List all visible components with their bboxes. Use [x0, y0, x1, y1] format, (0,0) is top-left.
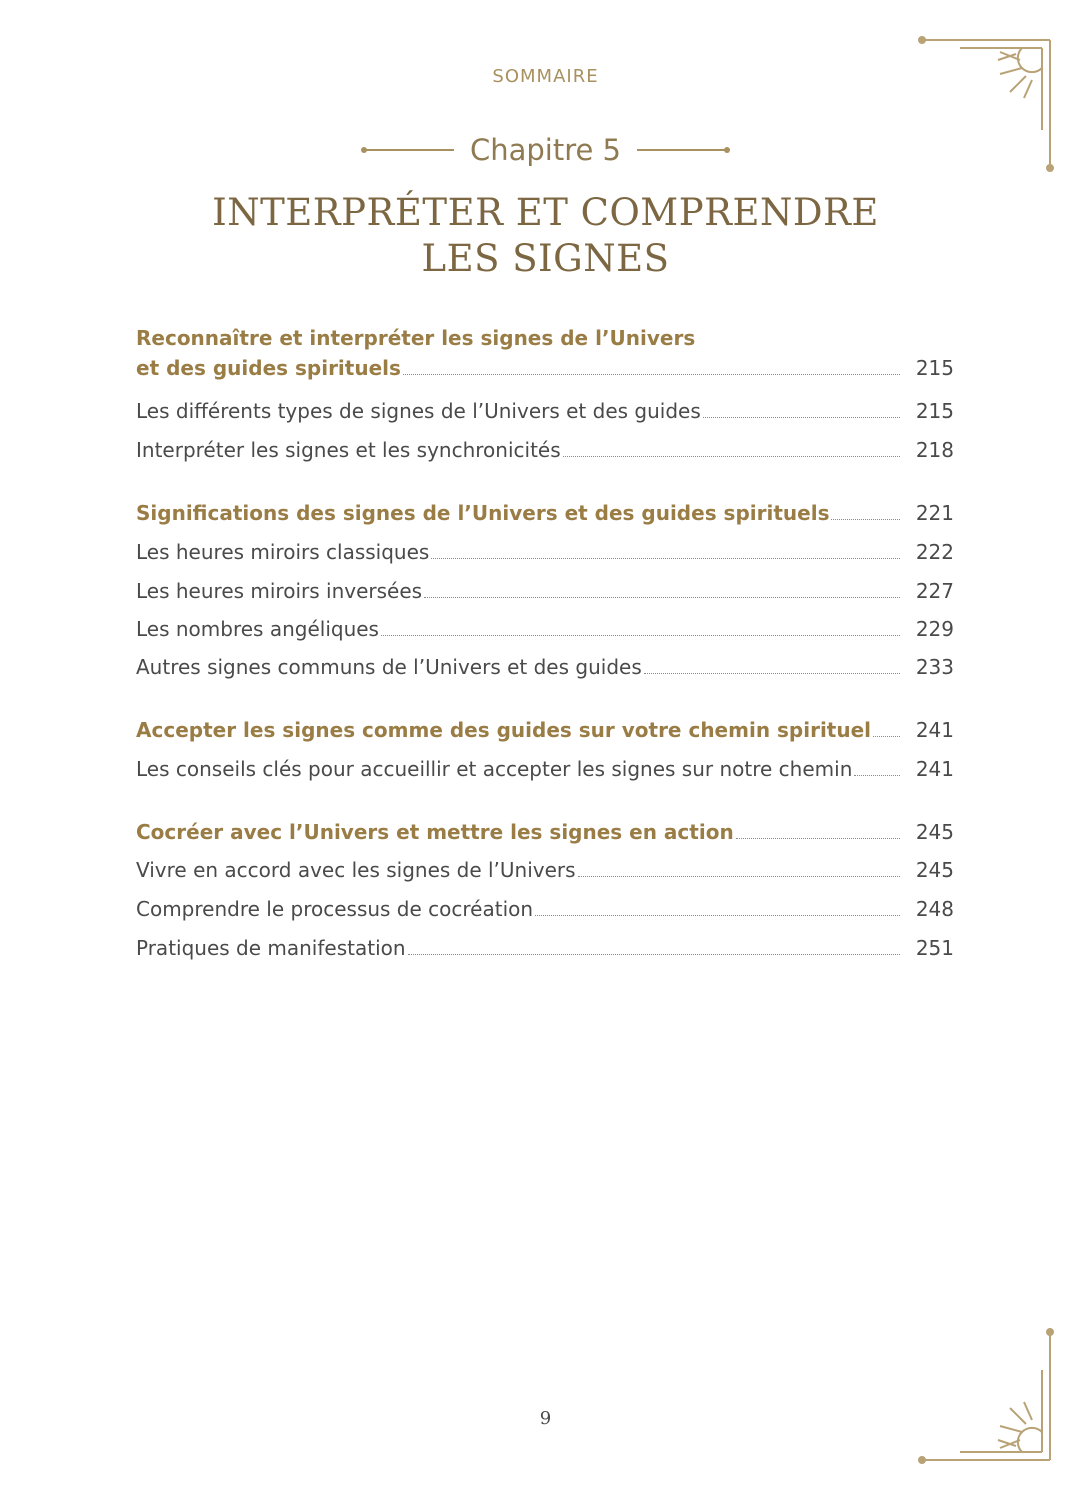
toc-section-title: Cocréer avec l’Univers et mettre les signes en action: [136, 820, 734, 844]
chapter-title-line-2: LES SIGNES: [421, 237, 670, 280]
corner-sunburst-icon: [910, 1322, 1060, 1472]
decorative-rule-right: [637, 149, 727, 151]
chapter-label: Chapitre 5: [469, 133, 622, 167]
dot-leader: [431, 558, 900, 559]
dot-leader: [854, 775, 900, 776]
dot-leader: [408, 954, 900, 955]
toc-item[interactable]: [136, 936, 954, 960]
toc-item[interactable]: [136, 655, 954, 679]
dot-leader: [831, 519, 900, 520]
dot-leader: [736, 838, 900, 839]
toc-item[interactable]: [136, 897, 954, 921]
toc-section[interactable]: [136, 820, 954, 844]
page-ref: 215: [915, 399, 954, 423]
toc-item-title: Comprendre le processus de cocréation: [136, 897, 534, 921]
toc-section-title: Reconnaître et interpréter les signes de l’Univers: [136, 326, 696, 350]
toc-item[interactable]: [136, 617, 954, 641]
dot-leader: [644, 673, 900, 674]
page-ref: 245: [915, 820, 954, 844]
toc-item-title: Les heures miroirs inversées: [136, 579, 423, 603]
toc-item-title: Les conseils clés pour accueillir et accepter les signes sur notre chemin: [136, 757, 853, 781]
page-ref: 215: [915, 356, 954, 380]
toc-item[interactable]: [136, 438, 954, 462]
toc-section-title: Significations des signes de l’Univers et des guides spirituels: [136, 501, 830, 525]
dot-leader: [381, 635, 900, 636]
page-ref: 227: [915, 579, 954, 603]
toc-item-title: Interpréter les signes et les synchronicités: [136, 438, 561, 462]
toc-section[interactable]: [136, 501, 954, 525]
toc-item-title: Autres signes communs de l’Univers et des guides: [136, 655, 642, 679]
dot-leader: [535, 915, 900, 916]
toc-item-title: Les heures miroirs classiques: [136, 540, 430, 564]
dot-leader: [578, 876, 900, 877]
toc-item-title: Les différents types de signes de l’Univers et des guides: [136, 399, 701, 423]
dot-leader: [873, 736, 900, 737]
chapter-heading: [0, 133, 1091, 167]
dot-leader: [703, 417, 900, 418]
toc-item[interactable]: [136, 858, 954, 882]
toc-section-title: Accepter les signes comme des guides sur votre chemin spirituel: [136, 718, 872, 742]
page-ref: 241: [915, 757, 954, 781]
page-ref: 218: [915, 438, 954, 462]
dot-leader: [403, 374, 900, 375]
toc-section-title-cont: et des guides spirituels: [136, 356, 401, 380]
page-ref: 229: [915, 617, 954, 641]
toc-item-title: Pratiques de manifestation: [136, 936, 406, 960]
decorative-rule-left: [364, 149, 454, 151]
toc-item[interactable]: [136, 579, 954, 603]
toc-item[interactable]: [136, 399, 954, 423]
page-ref: 248: [915, 897, 954, 921]
page-ref: 251: [915, 936, 954, 960]
chapter-title-line-1: INTERPRÉTER ET COMPRENDRE: [212, 191, 879, 234]
chapter-title: [0, 190, 1091, 282]
running-head: SOMMAIRE: [492, 66, 599, 87]
page-number: 9: [539, 1408, 552, 1429]
toc-item[interactable]: [136, 540, 954, 564]
toc-item-title: Vivre en accord avec les signes de l’Univers: [136, 858, 576, 882]
page-ref: 222: [915, 540, 954, 564]
page-ref: 245: [915, 858, 954, 882]
dot-leader: [563, 456, 900, 457]
page-ref: 241: [915, 718, 954, 742]
page-ref: 233: [915, 655, 954, 679]
page-ref: 221: [915, 501, 954, 525]
dot-leader: [424, 597, 900, 598]
toc-item-title: Les nombres angéliques: [136, 617, 379, 641]
toc-item[interactable]: [136, 757, 954, 781]
toc-section[interactable]: [136, 718, 954, 742]
toc-section[interactable]: [136, 326, 954, 380]
